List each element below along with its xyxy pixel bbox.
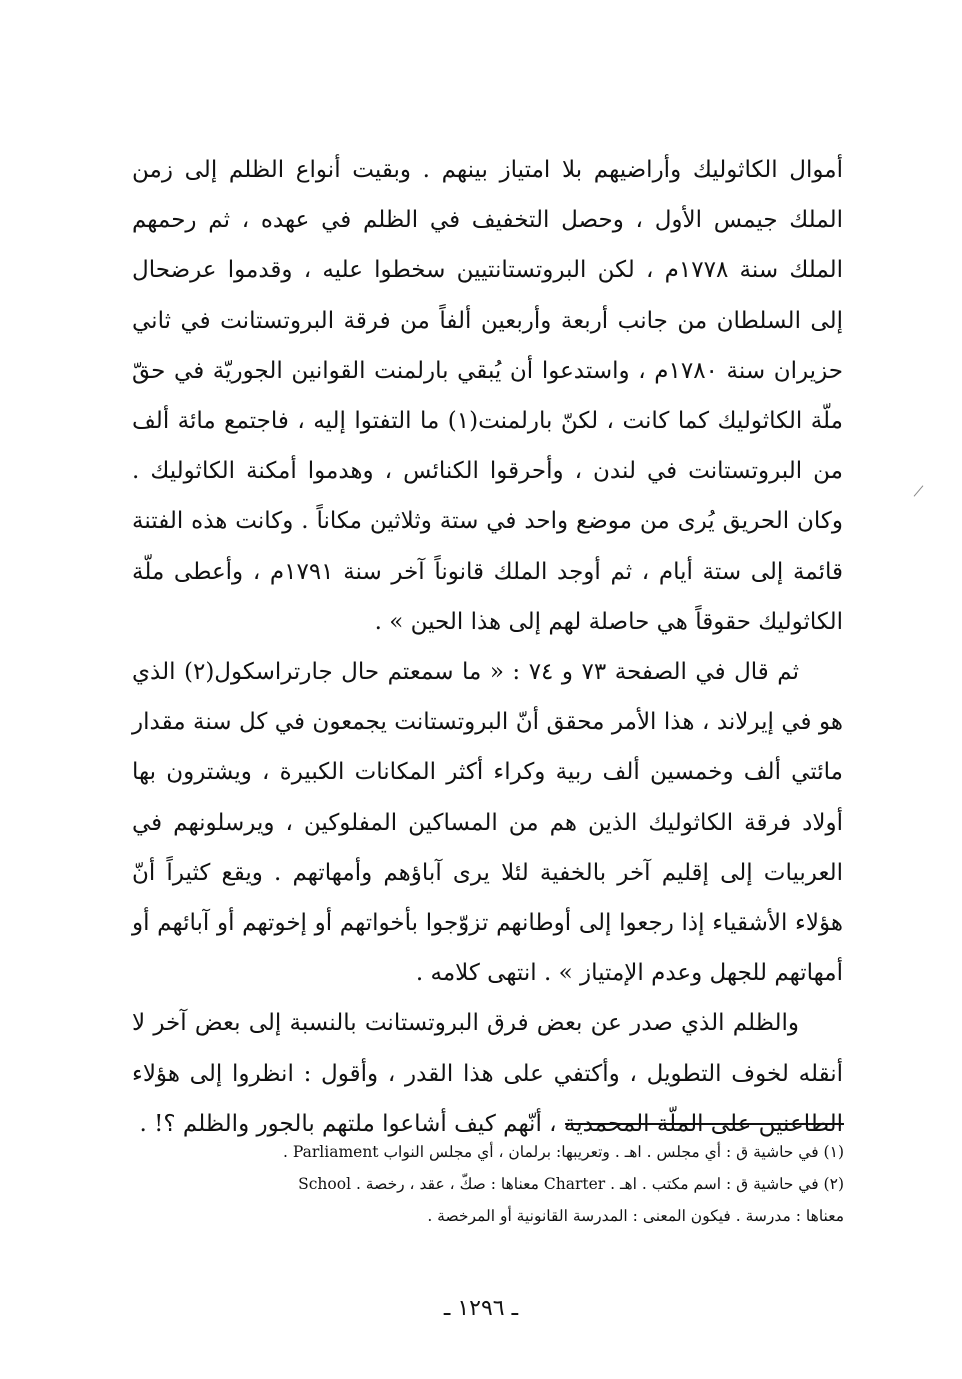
footnote-2-continued: معناها : مدرسة . فيكون المعنى : المدرسة القانونية أو المرخصة . (427, 1207, 844, 1225)
margin-mark (914, 485, 924, 496)
footnote-2: (٢) في حاشية ق : اسم مكتب . اهـ . Charter معناها : صكّ ، عقد ، رخصة . School (298, 1175, 844, 1193)
page-number: ـ ١٢٩٦ ـ (443, 1296, 519, 1321)
paragraph-1: أموال الكاثوليك وأراضيهم بلا امتياز بينهم . وبقيت أنواع الظلم إلى زمن الملك جيمس الأول ، وحصل التخفيف في الظلم في عهده ، ثم رحمهم الملك سنة ١٧٧٨م ، لكن البروتستانتيين سخطوا عليه ، وقدموا عرضحال إلى السلطان من جانب أربعة وأربعين ألفاً من فرقة البروتستانت في ثاني حزيران سنة ١٧٨٠م ، واستدعوا أن يُبقي بارلمنت القوانين الجوريّة في حقّ ملّة الكاثوليك كما كانت ، لكنّ بارلمنت(١) ما التفتوا إليه ، فاجتمع مائة ألف من البروتستانت في لندن ، وأحرقوا الكنائس ، وهدموا أمكنة الكاثوليك . وكان الحريق يُرى من موضع واحد في ستة وثلاثين مكاناً . وكانت هذه الفتنة قائمة إلى ستة أيام ، ثم أوجد الملك قانوناً آخر سنة ١٧٩١م ، وأعطى ملّة الكاثوليك حقوقاً هي حاصلة لهم إلى هذا الحين » . (132, 157, 844, 635)
footnote-1: (١) في حاشية ق : أي مجلس . اهـ . وتعريبها: برلمان ، أي مجلس النواب Parliament . (283, 1143, 844, 1161)
main-text (132, 145, 843, 1149)
footnote-separator (565, 1123, 844, 1125)
footnotes (128, 1136, 844, 1232)
paragraph-2: ثم قال في الصفحة ٧٣ و ٧٤ : « ما سمعتم حال جارتراسكول(٢) الذي هو في إيرلاند ، هذا الأمر محقق أنّ البروتستانت يجمعون في كل سنة مقدار مائتي ألف وخمسين ألف ربية وكراء أكثر المكانات الكبيرة ، ويشترون بها أولاد فرقة الكاثوليك الذين هم من المساكين المفلوكين ، ويرسلونهم في العربيات إلى إقليم آخر بالخفية لئلا يرى آباؤهم وأمهاتهم . ويقع كثيراً أنّ هؤلاء الأشقياء إذا رجعوا إلى أوطانهم تزوّجوا بأخواتهم أو إخوتهم أو آبائهم أو أمهاتهم للجهل وعدم الإمتياز » . انتهى كلامه . (132, 659, 843, 987)
paragraph-3: والظلم الذي صدر عن بعض فرق البروتستانت بالنسبة إلى بعض آخر لا أنقله لخوف التطويل ، وأكتفي على هذا القدر ، وأقول : انظروا إلى هؤلاء الطاعنين على الملّة المحمدية ، أنّهم كيف أشاعوا ملتهم بالجور والظلم ؟! . (132, 1010, 843, 1137)
